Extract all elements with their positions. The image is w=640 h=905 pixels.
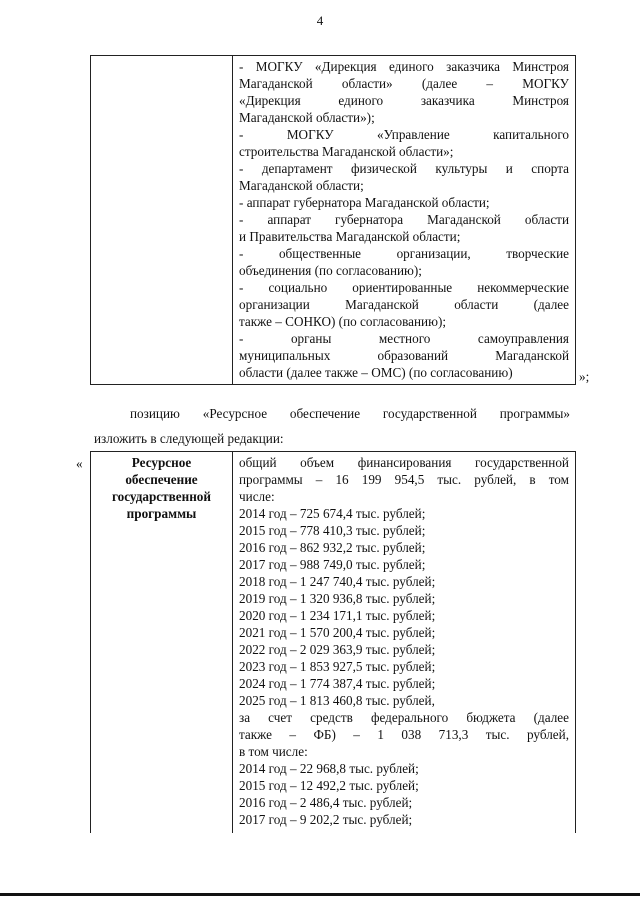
text-line: также – ФБ) – 1 038 713,3 тыс. рублей, [239, 727, 569, 742]
text-line: 2014 год – 22 968,8 тыс. рублей; [239, 761, 419, 776]
paragraph-line: изложить в следующей редакции: [94, 431, 284, 446]
table-executors-label-cell [91, 56, 233, 384]
text-line: - общественные организации, творческие [239, 246, 569, 261]
table-resources [90, 451, 576, 833]
text-line: общий объем финансирования государственной [239, 455, 569, 470]
text-line: муниципальных образований Магаданской [239, 348, 569, 363]
text-line: 2022 год – 2 029 363,9 тыс. рублей; [239, 642, 436, 657]
text-line: организации Магаданской области (далее [239, 297, 569, 312]
text-line: строительства Магаданской области»; [239, 144, 454, 159]
text-line: числе: [239, 489, 275, 504]
table-executors [90, 55, 576, 385]
text-line: 2020 год – 1 234 171,1 тыс. рублей; [239, 608, 436, 623]
closing-quote: »; [579, 369, 590, 384]
paragraph-line: позицию «Ресурсное обеспечение государственной программы» [130, 406, 570, 421]
text-line: 2014 год – 725 674,4 тыс. рублей; [239, 506, 426, 521]
text-line: 2015 год – 12 492,2 тыс. рублей; [239, 778, 419, 793]
text-line: 2024 год – 1 774 387,4 тыс. рублей; [239, 676, 436, 691]
text-line: и Правительства Магаданской области; [239, 229, 461, 244]
text-line: 2018 год – 1 247 740,4 тыс. рублей; [239, 574, 436, 589]
heading-line: государственной [112, 489, 211, 504]
text-line: - органы местного самоуправления [239, 331, 569, 346]
text-line: в том числе: [239, 744, 308, 759]
opening-quote: « [76, 456, 83, 471]
table-executors-content-cell [233, 56, 575, 384]
table-resources-heading-cell [91, 452, 233, 833]
text-line: - аппарат губернатора Магаданской области [239, 212, 569, 227]
scan-bottom-rule [0, 893, 640, 896]
text-line: области (далее также – ОМС) (по согласованию) [239, 365, 513, 380]
text-line: 2016 год – 862 932,2 тыс. рублей; [239, 540, 426, 555]
heading-line: обеспечение [125, 472, 198, 487]
heading-line: Ресурсное [131, 455, 192, 470]
table-resources-content-cell [233, 452, 575, 833]
page-number: 4 [316, 13, 324, 28]
text-line: - социально ориентированные некоммерческие [239, 280, 569, 295]
text-line: 2025 год – 1 813 460,8 тыс. рублей, [239, 693, 435, 708]
text-line: - департамент физической культуры и спорта [239, 161, 569, 176]
text-line: - аппарат губернатора Магаданской области; [239, 195, 490, 210]
text-line: также – СОНКО) (по согласованию); [239, 314, 447, 329]
text-line: - МОГКУ «Управление капитального [239, 127, 569, 142]
text-line: «Дирекция единого заказчика Минстроя [239, 93, 569, 108]
text-line: программы – 16 199 954,5 тыс. рублей, в том [239, 472, 569, 487]
text-line: 2017 год – 9 202,2 тыс. рублей; [239, 812, 413, 827]
text-line: объединения (по согласованию); [239, 263, 422, 278]
text-line: Магаданской области; [239, 178, 364, 193]
text-line: Магаданской области» (далее – МОГКУ [239, 76, 569, 91]
text-line: 2017 год – 988 749,0 тыс. рублей; [239, 557, 426, 572]
text-line: 2023 год – 1 853 927,5 тыс. рублей; [239, 659, 436, 674]
text-line: 2015 год – 778 410,3 тыс. рублей; [239, 523, 426, 538]
text-line: - МОГКУ «Дирекция единого заказчика Минстроя [239, 59, 569, 74]
text-line: 2016 год – 2 486,4 тыс. рублей; [239, 795, 413, 810]
text-line: 2021 год – 1 570 200,4 тыс. рублей; [239, 625, 436, 640]
text-line: Магаданской области»); [239, 110, 375, 125]
text-line: за счет средств федерального бюджета (далее [239, 710, 569, 725]
heading-line: программы [126, 506, 197, 521]
text-line: 2019 год – 1 320 936,8 тыс. рублей; [239, 591, 436, 606]
